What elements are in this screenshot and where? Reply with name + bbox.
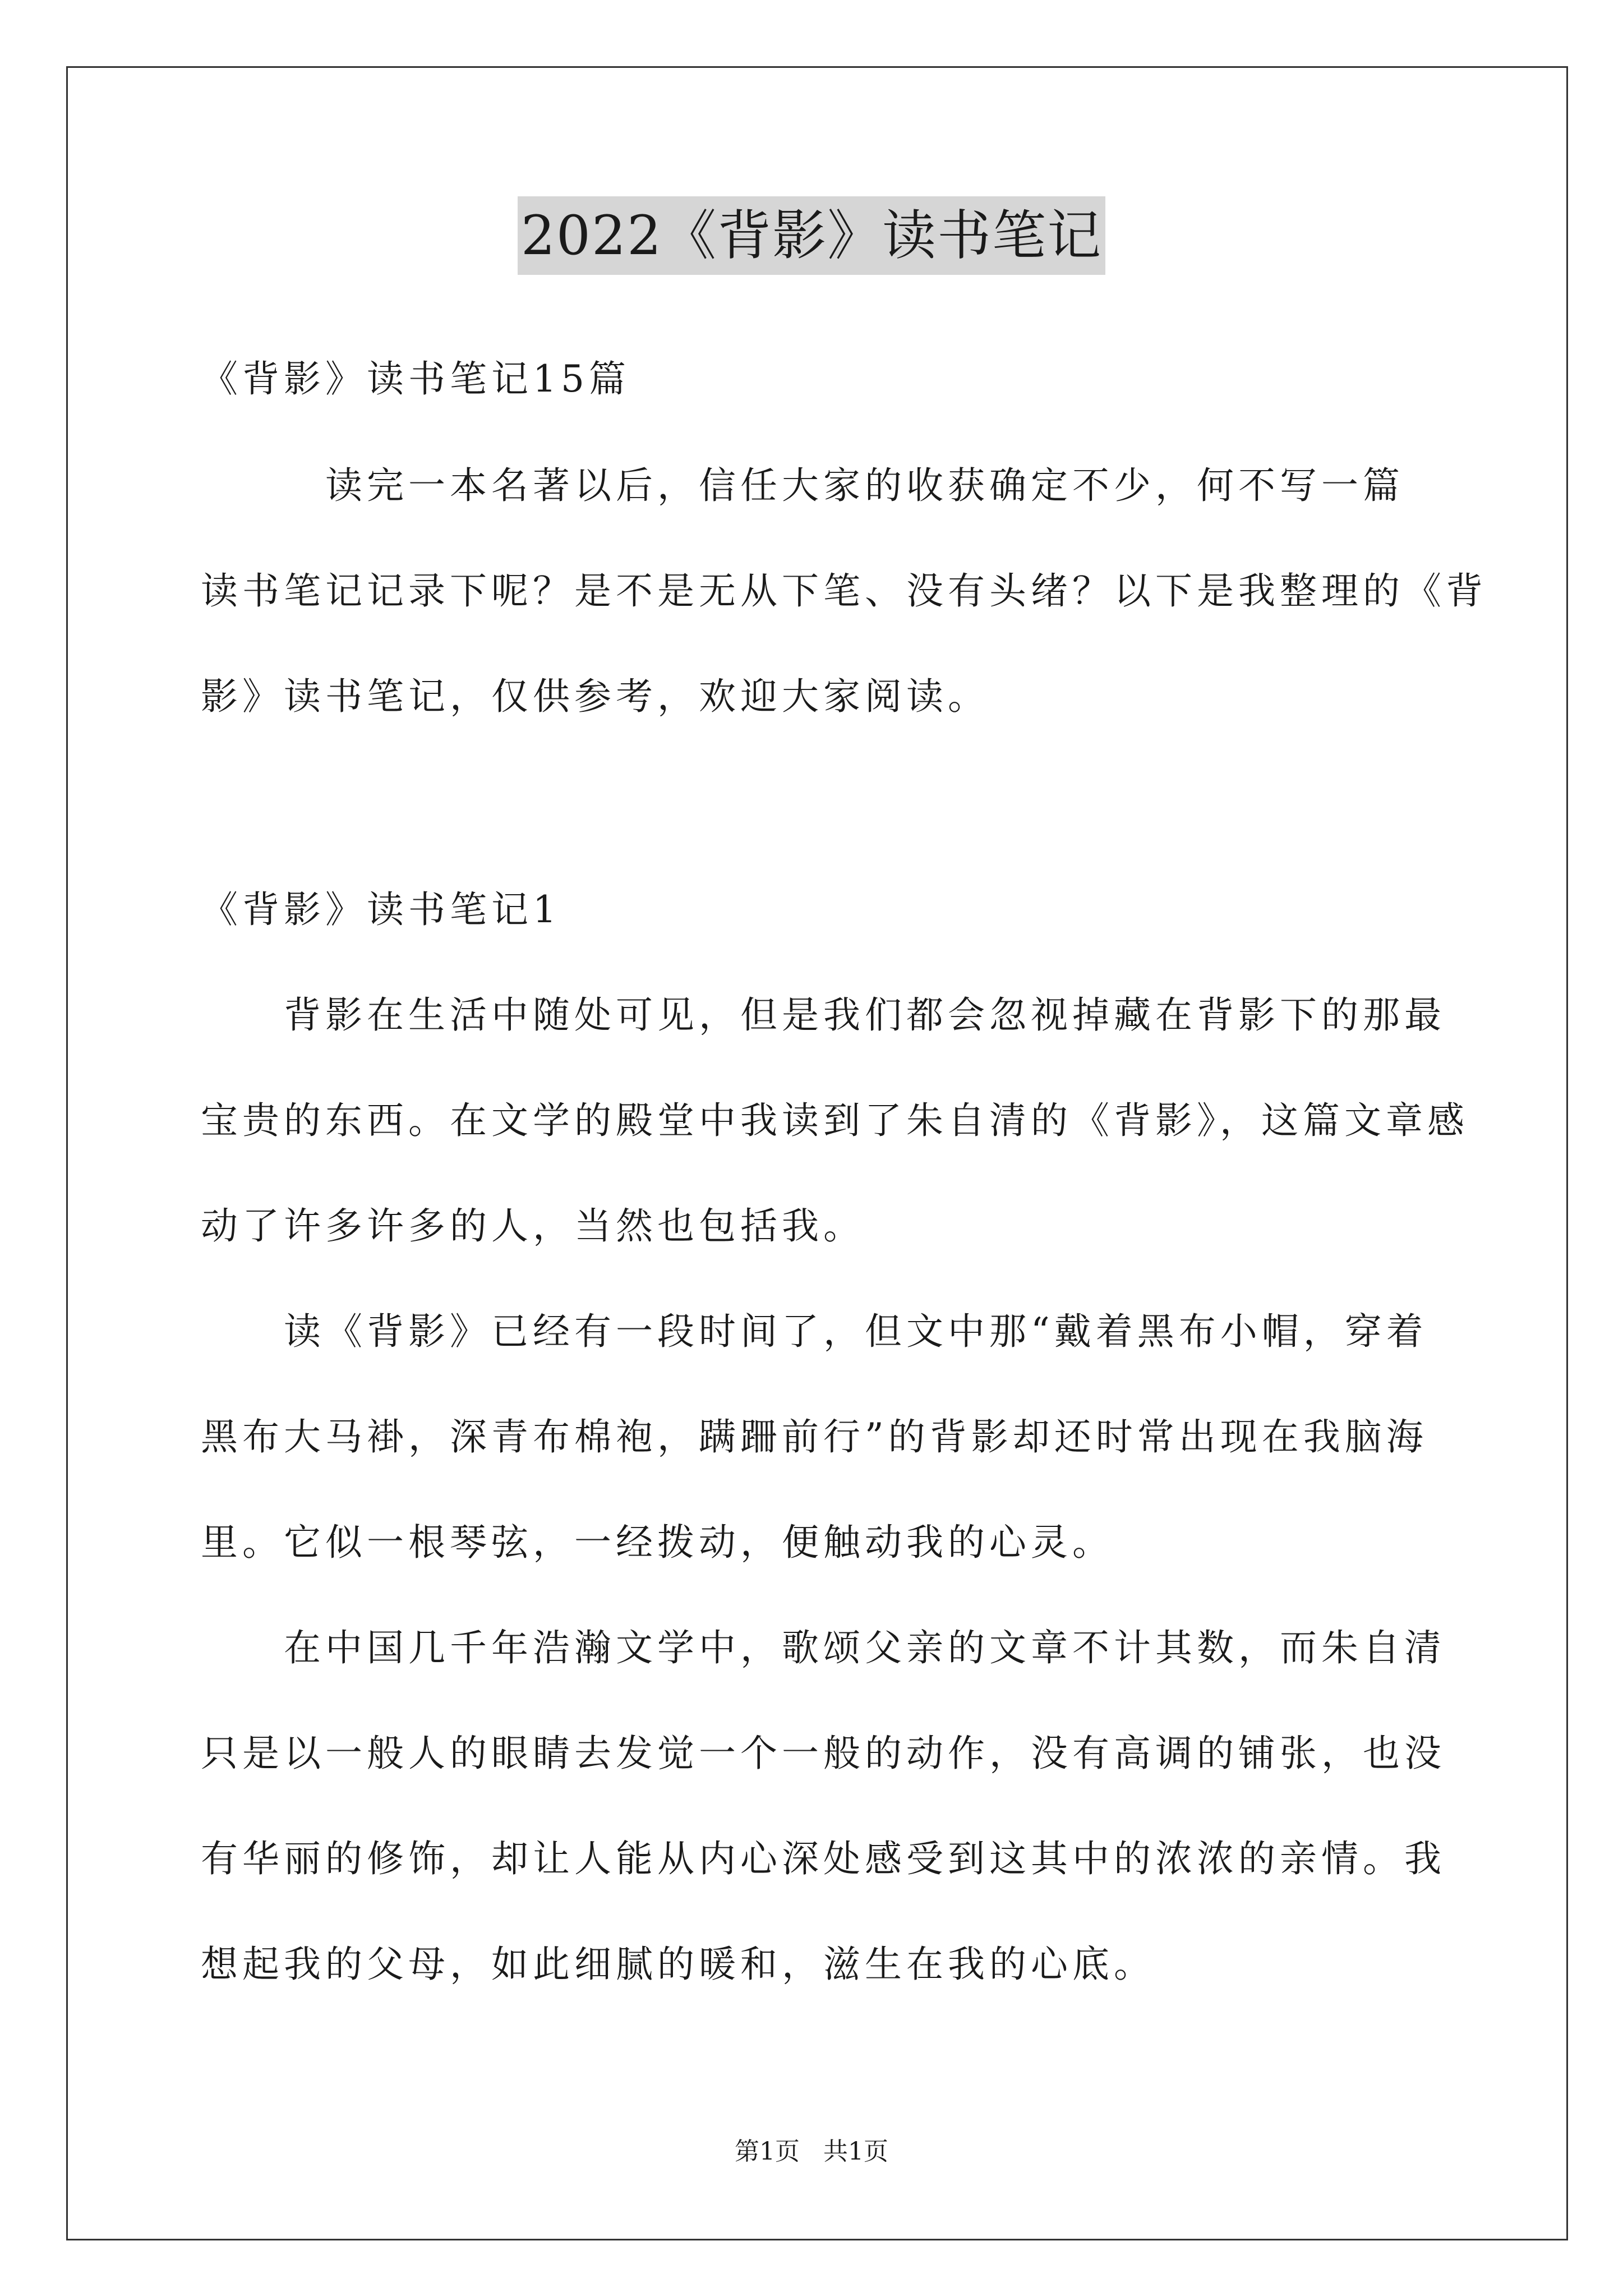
body-line: 想起我的父母，如此细腻的暖和，滋生在我的心底。 <box>201 1943 1155 1986</box>
body-line: 影》读书笔记，仅供参考，欢迎大家阅读。 <box>201 675 989 718</box>
body-line: 读完一本名著以后，信任大家的收获确定不少，何不写一篇 <box>201 464 1404 507</box>
page-footer: 第1页 共1页 <box>735 2137 888 2166</box>
section-heading: 《背影》读书笔记1 <box>201 888 561 931</box>
body-line: 只是以一般人的眼睛去发觉一个一般的动作，没有高调的铺张，也没 <box>201 1732 1446 1775</box>
body-line: 读书笔记记录下呢？是不是无从下笔、没有头绪？以下是我整理的《背 <box>201 569 1487 613</box>
body-line: 里。它似一根琴弦，一经拨动，便触动我的心灵。 <box>201 1521 1114 1564</box>
body-line: 宝贵的东西。在文学的殿堂中我读到了朱自清的《背影》，这篇文章感 <box>201 1099 1469 1142</box>
body-line: 背影在生活中随处可见，但是我们都会忽视掉藏在背影下的那最 <box>201 993 1446 1037</box>
body-line: 在中国几千年浩瀚文学中，歌颂父亲的文章不计其数，而朱自清 <box>201 1626 1446 1669</box>
body-line: 读《背影》已经有一段时间了，但文中那“戴着黑布小帽，穿着 <box>201 1310 1428 1353</box>
document-title: 2022《背影》读书笔记 <box>518 196 1105 275</box>
body-line: 黑布大马褂，深青布棉袍，蹒跚前行”的背影却还时常出现在我脑海 <box>201 1415 1428 1458</box>
body-line: 动了许多许多的人，当然也包括我。 <box>201 1204 865 1248</box>
title-container <box>0 196 1623 275</box>
body-line: 有华丽的修饰，却让人能从内心深处感受到这其中的浓浓的亲情。我 <box>201 1837 1446 1880</box>
subtitle-line: 《背影》读书笔记15篇 <box>201 357 630 401</box>
